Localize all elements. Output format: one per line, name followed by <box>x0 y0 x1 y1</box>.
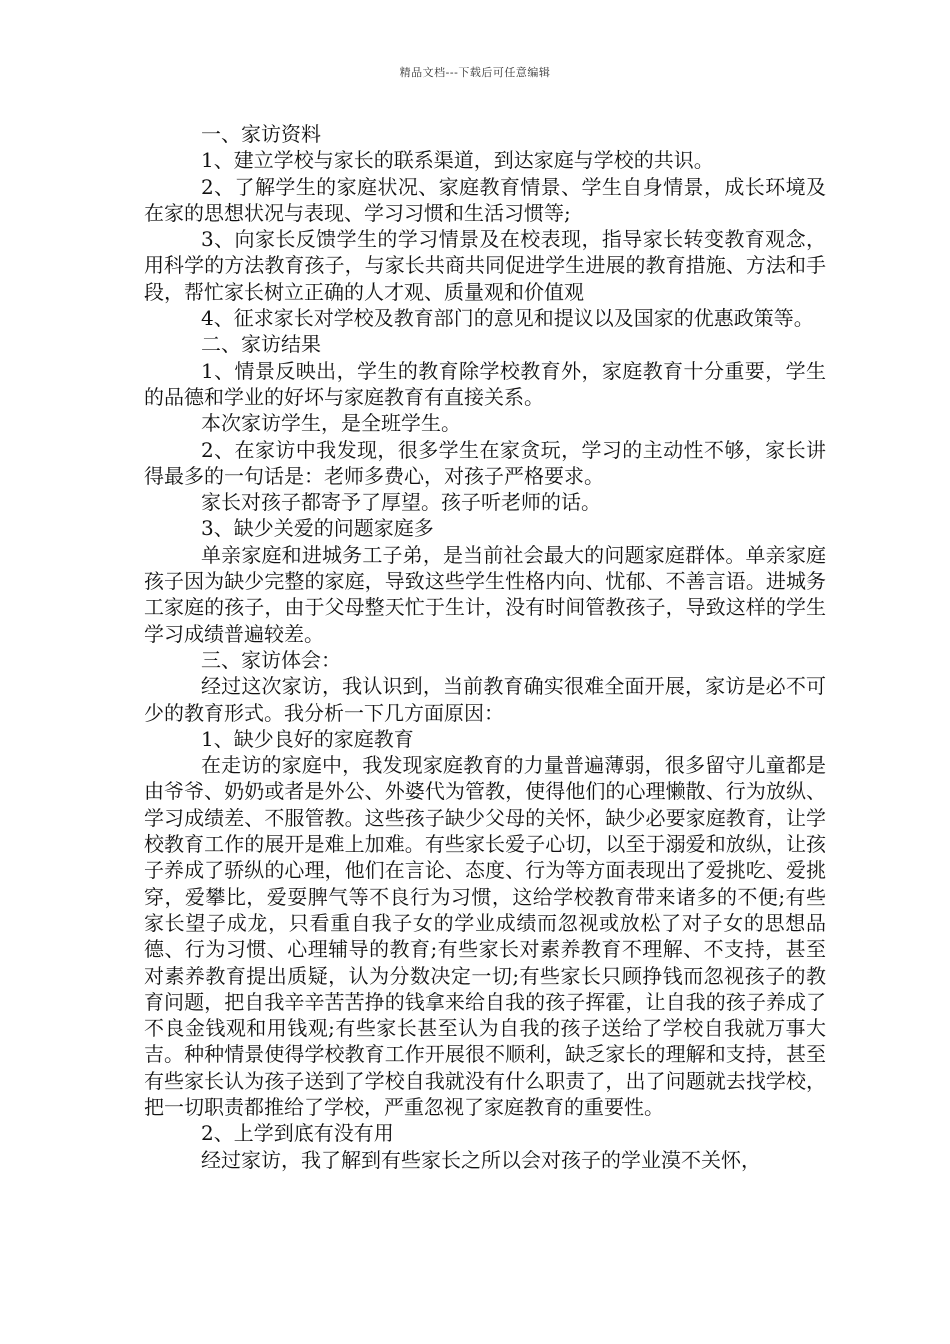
paragraph: 1、建立学校与家长的联系渠道，到达家庭与学校的共识。 <box>201 148 714 173</box>
paragraph: 单亲家庭和进城务工子弟，是当前社会最大的问题家庭群体。单亲家庭孩子因为缺少完整的家庭，导致这些学生性格内向、忧郁、不善言语。进城务工家庭的孩子，由于父母整天忙于生计，没有时间管教孩子，导致这样的学生学习成绩普遍较差。 <box>144 542 826 646</box>
paragraph: 3、向家长反馈学生的学习情景及在校表现，指导家长转变教育观念，用科学的方法教育孩子，与家长共商共同促进学生进展的教育措施、方法和手段，帮忙家长树立正确的人才观、质量观和价值观 <box>144 227 826 304</box>
paragraph: 在走访的家庭中，我发现家庭教育的力量普遍薄弱，很多留守儿童都是由爷爷、奶奶或者是外公、外婆代为管教，使得他们的心理懒散、行为放纵、学习成绩差、不服管教。这些孩子缺少父母的关怀，缺少必要家庭教育，让学校教育工作的展开是难上加难。有些家长爱子心切，以至于溺爱和放纵，让孩子养成了骄纵的心理，他们在言论、态度、行为等方面表现出了爱挑吃、爱挑穿，爱攀比，爱耍脾气等不良行为习惯，这给学校教育带来诸多的不便;有些家长望子成龙，只看重自我子女的学业成绩而忽视或放松了对子女的思想品德、行为习惯、心理辅导的教育;有些家长对素养教育不理解、不支持，甚至对素养教育提出质疑，认为分数决定一切;有些家长只顾挣钱而忽视孩子的教育问题，把自我辛辛苦苦挣的钱拿来给自我的孩子挥霍，让自我的孩子养成了不良金钱观和用钱观;有些家长甚至认为自我的孩子送给了学校自我就万事大吉。种种情景使得学校教育工作开展很不顺利，缺乏家长的理解和支持，甚至有些家长认为孩子送到了学校自我就没有什么职责了，出了问题就去找学校，把一切职责都推给了学校，严重忽视了家庭教育的重要性。 <box>144 753 826 1119</box>
paragraph: 2、在家访中我发现，很多学生在家贪玩，学习的主动性不够，家长讲得最多的一句话是：老师多费心，对孩子严格要求。 <box>144 437 826 488</box>
document-body <box>144 121 826 1173</box>
paragraph: 1、情景反映出，学生的教育除学校教育外，家庭教育十分重要，学生的品德和学业的好坏与家庭教育有直接关系。 <box>144 358 826 409</box>
page-header: 精品文档---下载后可任意编辑 <box>399 66 551 79</box>
paragraph: 1、缺少良好的家庭教育 <box>201 726 414 751</box>
section-heading-2: 二、家访结果 <box>201 332 321 357</box>
paragraph: 2、上学到底有没有用 <box>201 1121 394 1146</box>
paragraph: 经过家访，我了解到有些家长之所以会对孩子的学业漠不关怀， <box>201 1147 761 1172</box>
paragraph: 本次家访学生，是全班学生。 <box>201 411 461 436</box>
paragraph: 2、了解学生的家庭状况、家庭教育情景、学生自身情景，成长环境及在家的思想状况与表现、学习习惯和生活习惯等; <box>144 174 826 225</box>
paragraph: 4、征求家长对学校及教育部门的意见和提议以及国家的优惠政策等。 <box>201 306 814 331</box>
paragraph: 3、缺少关爱的问题家庭多 <box>201 516 434 541</box>
paragraph: 经过这次家访，我认识到，当前教育确实很难全面开展，家访是必不可少的教育形式。我分析一下几方面原因： <box>144 674 826 725</box>
paragraph: 家长对孩子都寄予了厚望。孩子听老师的话。 <box>201 490 601 515</box>
section-heading-3: 三、家访体会： <box>201 647 341 672</box>
section-heading-1: 一、家访资料 <box>201 122 321 146</box>
